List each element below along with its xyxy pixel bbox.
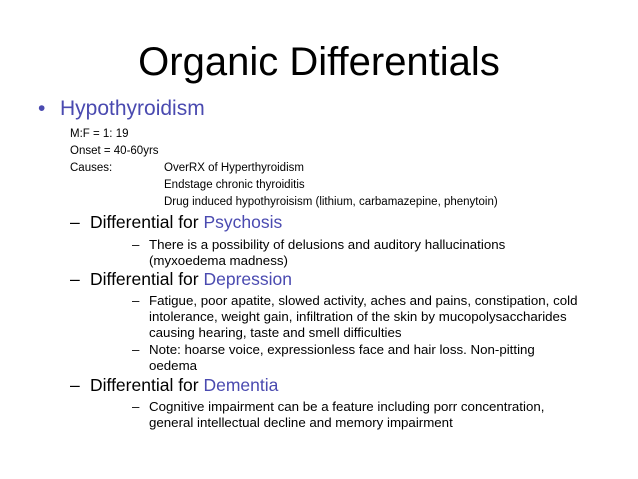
dash-marker: –	[132, 293, 140, 308]
cause-item: Drug induced hypothyroisism (lithium, carbamazepine, phenytoin)	[164, 196, 498, 208]
differential-prefix: Differential for	[90, 212, 204, 232]
differential-depression	[70, 268, 292, 290]
differential-target: Dementia	[203, 375, 279, 395]
differential-point	[132, 237, 582, 269]
point-text: Fatigue, poor apatite, slowed activity, aches and pains, constipation, cold intolerance, weight gain, infiltration of the skin by mucopolysaccharides causing hearing, taste and smell difficulties	[149, 293, 578, 340]
point-text: Cognitive impairment can be a feature including porr concentration, general intellectual decline and memory impairment	[149, 399, 545, 430]
dash-marker: –	[70, 269, 80, 289]
cause-item: Endstage chronic thyroiditis	[164, 179, 305, 191]
slide-title: Organic Differentials	[138, 40, 500, 84]
differential-prefix: Differential for	[90, 375, 204, 395]
differential-point	[132, 342, 582, 374]
differential-target: Psychosis	[203, 212, 283, 232]
differential-dementia	[70, 374, 278, 396]
cause-item: OverRX of Hyperthyroidism	[164, 162, 304, 174]
differential-point	[132, 293, 582, 341]
dash-marker: –	[132, 342, 140, 357]
differential-prefix: Differential for	[90, 269, 204, 289]
dash-marker: –	[132, 399, 140, 414]
differential-point	[132, 399, 582, 431]
bullet-marker: •	[38, 97, 46, 120]
point-text: Note: hoarse voice, expressionless face and hair loss. Non-pitting oedema	[149, 342, 535, 373]
ratio-line: M:F = 1: 19	[70, 128, 129, 140]
differential-target: Depression	[203, 269, 293, 289]
point-text: There is a possibility of delusions and auditory hallucinations (myxoedema madness)	[149, 237, 506, 268]
dash-marker: –	[132, 237, 140, 252]
causes-label: Causes:	[70, 162, 113, 174]
bullet-label: Hypothyroidism	[60, 97, 205, 120]
differential-psychosis	[70, 211, 282, 233]
dash-marker: –	[70, 375, 80, 395]
dash-marker: –	[70, 212, 80, 232]
bullet-hypothyroidism	[38, 96, 205, 122]
onset-line: Onset = 40-60yrs	[70, 145, 159, 157]
